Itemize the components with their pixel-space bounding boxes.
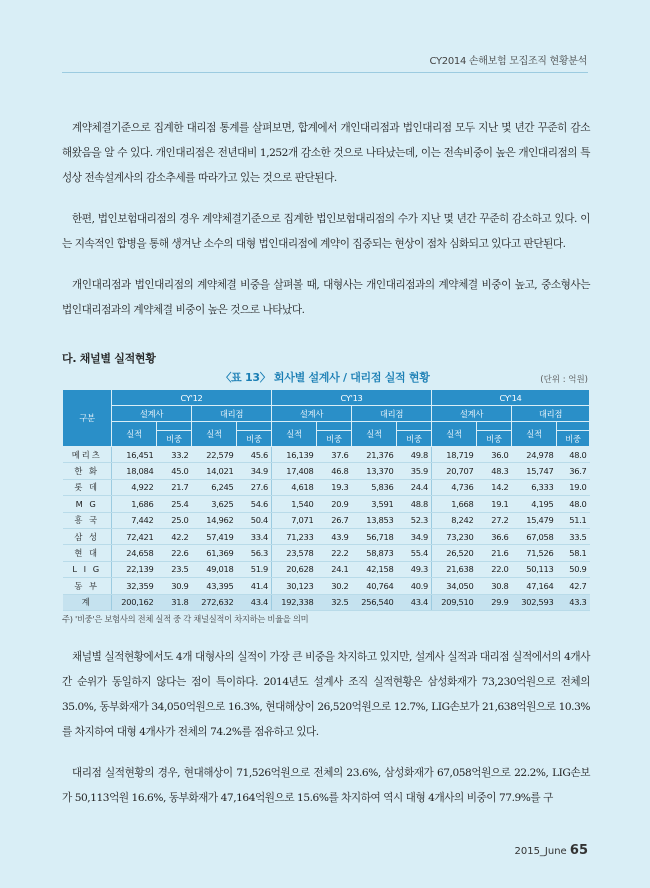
table-cell: 31.8 xyxy=(157,594,192,610)
table-cell: 58.1 xyxy=(557,545,590,561)
table-cell: 3,625 xyxy=(192,496,237,512)
paragraph-3: 개인대리점과 법인대리점의 계약체결 비중을 살펴볼 때, 대형사는 개인대리점과의 계약체결 비중이 높고, 중소형사는 법인대리점과의 계약체결 비중이 높은 것으로 나타났다. xyxy=(62,279,590,316)
table-row xyxy=(63,561,590,577)
table-cell: 18,719 xyxy=(432,447,477,463)
table-cell: 192,338 xyxy=(272,594,317,610)
body-text-bottom xyxy=(62,645,590,811)
table-cell: 16,451 xyxy=(112,447,157,463)
table-cell: 32.5 xyxy=(317,594,352,610)
table-cell: 52.3 xyxy=(397,512,432,528)
table-cell: 73,230 xyxy=(432,528,477,544)
paragraph-4: 채널별 실적현황에서도 4개 대형사의 실적이 가장 큰 비중을 차지하고 있지만, 설계사 실적과 대리점 실적에서의 4개사 간 순위가 동일하지 않다는 점이 특이하다. 2014년도 설계사 조직 실적현황은 삼성화재가 73,230억원으로 전체의 35.0%, 동부화재가 34,050억원으로 16.3%, 현대해상이 26,520억원으로 12.7%, LIG손보가 21,638억원으로 10.3%를 차지하여 대형 4개사가 전체의 74.2%를 점유하고 있다. xyxy=(62,651,590,738)
table-cell: 34.9 xyxy=(397,528,432,544)
table-cell: 256,540 xyxy=(352,594,397,610)
table-cell: 33.2 xyxy=(157,447,192,463)
row-company: L I G xyxy=(63,561,112,577)
table-row xyxy=(63,496,590,512)
row-company: 메리츠 xyxy=(63,447,112,463)
table-cell: 30,123 xyxy=(272,578,317,594)
table-cell: 25.0 xyxy=(157,512,192,528)
table-cell: 43.4 xyxy=(397,594,432,610)
header-channel: 설계사 xyxy=(112,406,192,422)
table-row xyxy=(63,479,590,495)
table-cell: 36.6 xyxy=(477,528,512,544)
table-cell: 25.4 xyxy=(157,496,192,512)
row-company: 삼 성 xyxy=(63,528,112,544)
table-cell: 49.8 xyxy=(397,447,432,463)
page-footer xyxy=(514,843,588,858)
header-share: 비중 xyxy=(557,431,590,447)
table-cell: 4,736 xyxy=(432,479,477,495)
paragraph-2: 한편, 법인보험대리점의 경우 계약체결기준으로 집계한 법인보험대리점의 수가 지난 몇 년간 꾸준히 감소하고 있다. 이는 지속적인 합병을 통해 생겨난 소수의 대형 법인대리점에 계약이 집중되는 현상이 점차 심화되고 있다고 판단된다. xyxy=(62,213,590,250)
header-channel: 설계사 xyxy=(272,406,352,422)
table-cell: 8,242 xyxy=(432,512,477,528)
table-cell: 46.8 xyxy=(317,463,352,479)
table-cell: 7,442 xyxy=(112,512,157,528)
header-perf: 실적 xyxy=(432,422,477,447)
table-cell: 15,747 xyxy=(512,463,557,479)
table-cell: 200,162 xyxy=(112,594,157,610)
table-cell: 209,510 xyxy=(432,594,477,610)
table-cell: 24,978 xyxy=(512,447,557,463)
table-note: 주) '비중'은 보험사의 전체 실적 중 각 채널실적이 차지하는 비율을 의미 xyxy=(62,614,309,624)
table-cell: 17,408 xyxy=(272,463,317,479)
table-cell: 4,195 xyxy=(512,496,557,512)
table-cell: 21,376 xyxy=(352,447,397,463)
table-cell: 51.9 xyxy=(237,561,272,577)
table-cell: 45.0 xyxy=(157,463,192,479)
table-cell: 14,962 xyxy=(192,512,237,528)
header-gubun: 구분 xyxy=(63,390,112,447)
row-company: M G xyxy=(63,496,112,512)
table-cell: 1,540 xyxy=(272,496,317,512)
table-cell: 30.8 xyxy=(477,578,512,594)
table-cell: 23.5 xyxy=(157,561,192,577)
table-row xyxy=(63,545,590,561)
table-cell: 30.9 xyxy=(157,578,192,594)
table-cell: 51.1 xyxy=(557,512,590,528)
table-cell: 56,718 xyxy=(352,528,397,544)
table-cell: 43.9 xyxy=(317,528,352,544)
table-cell: 7,071 xyxy=(272,512,317,528)
table-cell: 14.2 xyxy=(477,479,512,495)
table-cell: 5,836 xyxy=(352,479,397,495)
table-cell: 32,359 xyxy=(112,578,157,594)
header-perf: 실적 xyxy=(352,422,397,447)
table-cell: 21.7 xyxy=(157,479,192,495)
table-cell: 36.0 xyxy=(477,447,512,463)
table-cell: 20,628 xyxy=(272,561,317,577)
table-cell: 22.6 xyxy=(157,545,192,561)
table-cell: 48.3 xyxy=(477,463,512,479)
header-year: CY'12 xyxy=(112,390,272,406)
table-cell: 6,333 xyxy=(512,479,557,495)
table-title: 〈표 13〉 회사별 설계사 / 대리점 실적 현황 xyxy=(220,371,430,384)
header-share: 비중 xyxy=(397,431,432,447)
table-cell: 50.9 xyxy=(557,561,590,577)
table-cell: 23,578 xyxy=(272,545,317,561)
table-cell: 48.8 xyxy=(397,496,432,512)
table-cell: 22,579 xyxy=(192,447,237,463)
table-cell: 13,853 xyxy=(352,512,397,528)
table-cell: 1,686 xyxy=(112,496,157,512)
table-cell: 24,658 xyxy=(112,545,157,561)
header-divider xyxy=(62,72,588,73)
table-cell: 302,593 xyxy=(512,594,557,610)
table-cell: 21,638 xyxy=(432,561,477,577)
table-cell: 30.2 xyxy=(317,578,352,594)
row-company: 동 부 xyxy=(63,578,112,594)
table-cell: 15,479 xyxy=(512,512,557,528)
table-cell: 24.1 xyxy=(317,561,352,577)
table-cell: 22,139 xyxy=(112,561,157,577)
table-cell: 19.3 xyxy=(317,479,352,495)
header-year: CY'14 xyxy=(432,390,590,406)
footer-date: 2015_June xyxy=(514,846,567,857)
row-company: 계 xyxy=(63,594,112,610)
table-cell: 50,113 xyxy=(512,561,557,577)
header-share: 비중 xyxy=(317,431,352,447)
header-channel: 설계사 xyxy=(432,406,512,422)
table-cell: 1,668 xyxy=(432,496,477,512)
table-cell: 34,050 xyxy=(432,578,477,594)
table-cell: 48.0 xyxy=(557,496,590,512)
table-cell: 22.2 xyxy=(317,545,352,561)
table-cell: 42.7 xyxy=(557,578,590,594)
table-cell: 20,707 xyxy=(432,463,477,479)
table-cell: 20.9 xyxy=(317,496,352,512)
table-cell: 42,158 xyxy=(352,561,397,577)
row-company: 흥 국 xyxy=(63,512,112,528)
table-row xyxy=(63,528,590,544)
table-cell: 42.2 xyxy=(157,528,192,544)
table-cell: 67,058 xyxy=(512,528,557,544)
table-cell: 18,084 xyxy=(112,463,157,479)
table-cell: 43,395 xyxy=(192,578,237,594)
section-title: 다. 채널별 실적현황 xyxy=(62,352,156,365)
table-cell: 55.4 xyxy=(397,545,432,561)
table-cell: 16,139 xyxy=(272,447,317,463)
table-cell: 4,618 xyxy=(272,479,317,495)
table-cell: 29.9 xyxy=(477,594,512,610)
table-cell: 13,370 xyxy=(352,463,397,479)
table-row xyxy=(63,578,590,594)
page-number: 65 xyxy=(569,843,588,858)
table-cell: 35.9 xyxy=(397,463,432,479)
table-cell: 48.0 xyxy=(557,447,590,463)
header-channel: 대리점 xyxy=(352,406,432,422)
paragraph-5: 대리점 실적현황의 경우, 현대해상이 71,526억원으로 전체의 23.6%, 삼성화재가 67,058억원으로 22.2%, LIG손보가 50,113억원 16.6%, 동부화재가 47,164억원으로 15.6%를 차지하여 역시 대형 4개사의 비중이 77.9%를 구 xyxy=(62,767,590,804)
table-cell: 54.6 xyxy=(237,496,272,512)
table-cell: 71,233 xyxy=(272,528,317,544)
table-cell: 49.3 xyxy=(397,561,432,577)
table-cell: 4,922 xyxy=(112,479,157,495)
header-share: 비중 xyxy=(237,431,272,447)
performance-table xyxy=(62,389,590,611)
table-cell: 27.2 xyxy=(477,512,512,528)
header-channel: 대리점 xyxy=(192,406,272,422)
table-cell: 19.0 xyxy=(557,479,590,495)
table-cell: 71,526 xyxy=(512,545,557,561)
table-cell: 19.1 xyxy=(477,496,512,512)
table-cell: 34.9 xyxy=(237,463,272,479)
header-share: 비중 xyxy=(157,431,192,447)
table-row xyxy=(63,512,590,528)
table-cell: 49,018 xyxy=(192,561,237,577)
header-perf: 실적 xyxy=(272,422,317,447)
table-cell: 61,369 xyxy=(192,545,237,561)
table-cell: 26.7 xyxy=(317,512,352,528)
unit-label: (단위 : 억원) xyxy=(540,375,588,385)
running-header: CY2014 손해보험 모집조직 현황분석 xyxy=(429,56,587,67)
table-cell: 22.0 xyxy=(477,561,512,577)
table-cell: 43.4 xyxy=(237,594,272,610)
header-year: CY'13 xyxy=(272,390,432,406)
body-text-top xyxy=(62,116,590,323)
row-company: 현 대 xyxy=(63,545,112,561)
row-company: 롯 데 xyxy=(63,479,112,495)
table-cell: 6,245 xyxy=(192,479,237,495)
table-cell: 45.6 xyxy=(237,447,272,463)
header-share: 비중 xyxy=(477,431,512,447)
table-cell: 27.6 xyxy=(237,479,272,495)
table-cell: 43.3 xyxy=(557,594,590,610)
table-cell: 33.5 xyxy=(557,528,590,544)
table-row xyxy=(63,447,590,463)
table-cell: 56.3 xyxy=(237,545,272,561)
table-row xyxy=(63,594,590,610)
table-cell: 14,021 xyxy=(192,463,237,479)
table-cell: 40.9 xyxy=(397,578,432,594)
table-cell: 26,520 xyxy=(432,545,477,561)
table-cell: 272,632 xyxy=(192,594,237,610)
table-cell: 57,419 xyxy=(192,528,237,544)
table-cell: 41.4 xyxy=(237,578,272,594)
table-row xyxy=(63,463,590,479)
header-perf: 실적 xyxy=(512,422,557,447)
table-cell: 47,164 xyxy=(512,578,557,594)
table-cell: 21.6 xyxy=(477,545,512,561)
table-cell: 37.6 xyxy=(317,447,352,463)
table-cell: 58,873 xyxy=(352,545,397,561)
table-cell: 3,591 xyxy=(352,496,397,512)
table-cell: 40,764 xyxy=(352,578,397,594)
header-perf: 실적 xyxy=(112,422,157,447)
header-channel: 대리점 xyxy=(512,406,590,422)
table-cell: 36.7 xyxy=(557,463,590,479)
row-company: 한 화 xyxy=(63,463,112,479)
table-cell: 72,421 xyxy=(112,528,157,544)
table-cell: 33.4 xyxy=(237,528,272,544)
table-cell: 50.4 xyxy=(237,512,272,528)
header-perf: 실적 xyxy=(192,422,237,447)
table-cell: 24.4 xyxy=(397,479,432,495)
paragraph-1: 계약체결기준으로 집계한 대리점 통계를 살펴보면, 합계에서 개인대리점과 법인대리점 모두 지난 몇 년간 꾸준히 감소해왔음을 알 수 있다. 개인대리점은 전년대비 1,252개 감소한 것으로 나타났는데, 이는 전속비중이 높은 개인대리점의 특성상 전속설계사의 감소추세를 따라가고 있는 것으로 판단된다. xyxy=(62,122,590,184)
